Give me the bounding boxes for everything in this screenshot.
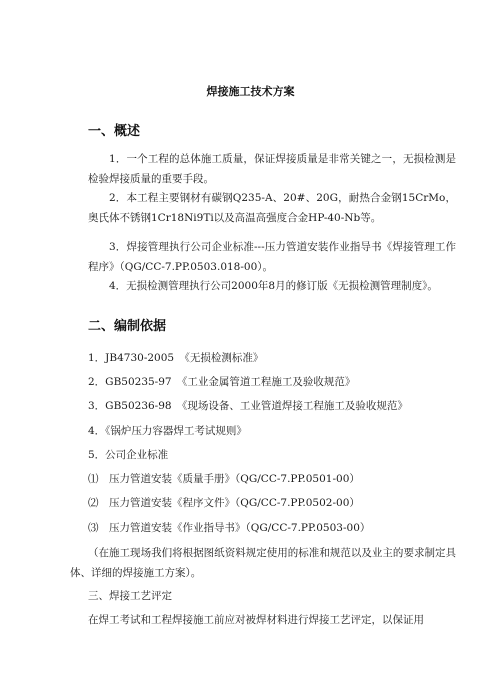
basis-subitem-3: ⑶ 压力管道安装《作业指导书》（QG/CC-7.PP.0503-00） [88,522,371,534]
section-heading-basis: 二、编制依据 [88,319,167,334]
overview-paragraph-2: 2．本工程主要钢材有碳钢Q235-A、20#、20G，耐热合金钢15CrMo，奥氏体不锈钢1Cr18Ni9Ti以及高温高强度合金HP-40-Nb等。 [88,192,456,224]
overview-paragraph-1: 1．一个工程的总体施工质量，保证焊接质量是非常关键之一，无损检测是检验焊接质量的重要手段。 [88,153,456,185]
overview-paragraph-4: 4．无损检测管理执行公司2000年8月的修订版《无损检测管理制度》。 [109,280,438,292]
section-heading-procedure: 三、焊接工艺评定 [88,590,172,602]
basis-item-3: 3．GB50236-98 《现场设备、工业管道焊接工程施工及验收规范》 [88,400,408,412]
section-heading-overview: 一、概述 [88,124,141,139]
overview-paragraph-3: 3．焊接管理执行公司企业标准---压力管道安装作业指导书《焊接管理工作程序》（QG/CC-7.PP.0503.018-00）。 [88,241,456,273]
basis-item-1: 1．JB4730-2005 《无损检测标准》 [88,352,264,364]
procedure-paragraph-1: 在焊工考试和工程焊接施工前应对被焊材料进行焊接工艺评定，以保证用 [88,614,424,626]
document-title: 焊接施工技术方案 [206,85,295,98]
basis-note: （在施工现场我们将根据图纸资料规定使用的标准和规范以及业主的要求制定具体、详细的焊接施工方案）。 [70,547,456,579]
basis-subitem-2: ⑵ 压力管道安装《程序文件》（QG/CC-7.PP.0502-00） [88,497,360,509]
basis-item-4: 4．《锅炉压力容器焊工考试规则》 [88,425,247,437]
basis-subitem-1: ⑴ 压力管道安装《质量手册》（QG/CC-7.PP.0501-00） [88,473,360,485]
basis-item-5: 5．公司企业标准 [88,449,169,461]
basis-item-2: 2．GB50235-97 《工业金属管道工程施工及验收规范》 [88,376,356,388]
